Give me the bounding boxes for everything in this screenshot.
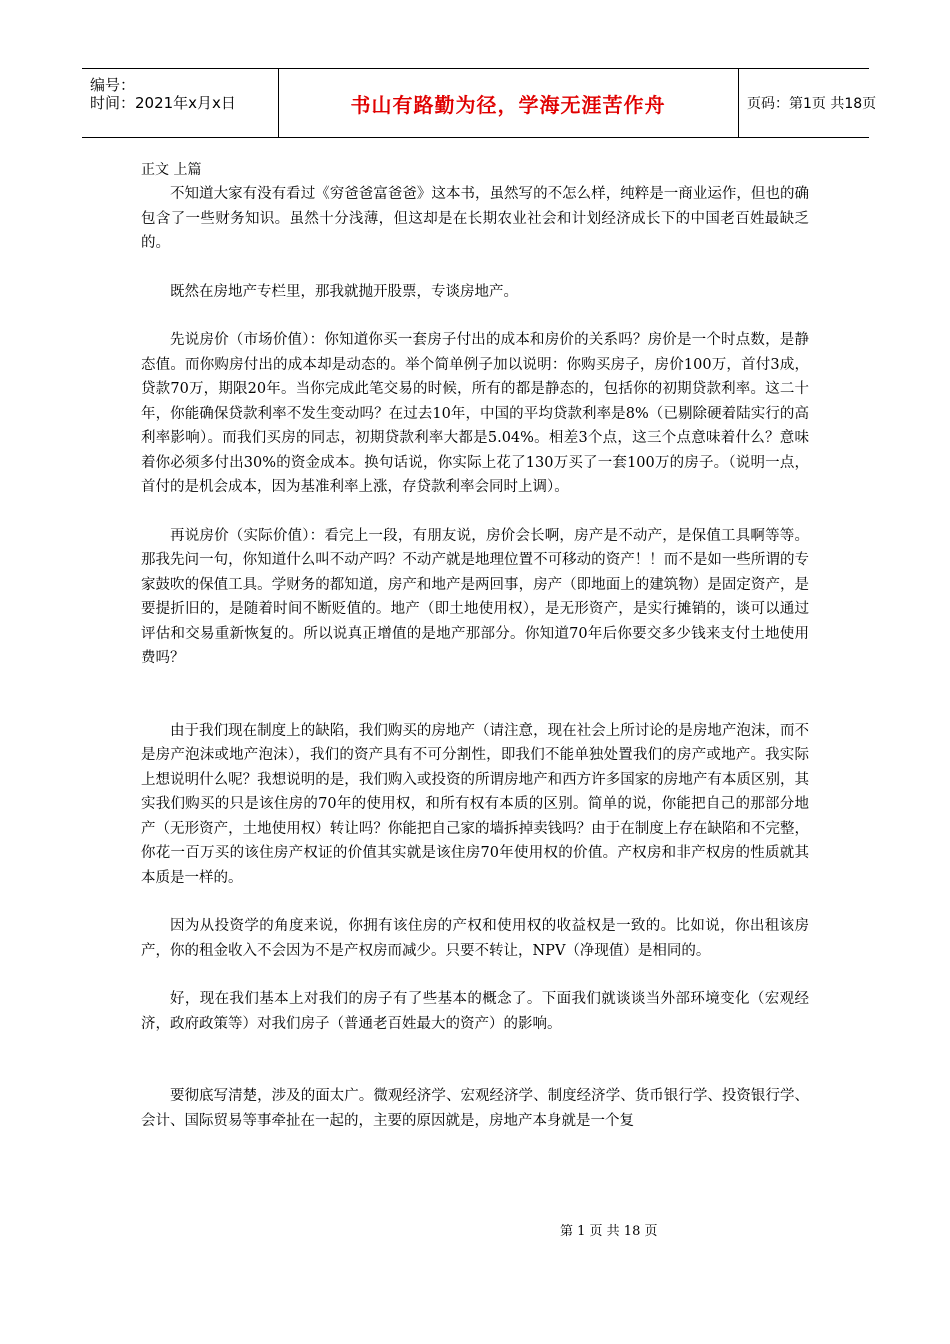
header-motto-cell bbox=[278, 69, 739, 137]
paragraph-market-value: 先说房价（市场价值）：你知道你买一套房子付出的成本和房价的关系吗？房价是一个时点数，是静态值。而你购房付出的成本却是动态的。举个简单例子加以说明：你购买房子，房价100万，首付3成，贷款70万，期限20年。当你完成此笔交易的时候，所有的都是静态的，包括你的初期贷款利率。这二十年，你能确保贷款利率不发生变动吗？在过去10年，中国的平均贷款利率是8%（已剔除硬着陆实行的高利率影响）。而我们买房的同志，初期贷款利率大都是5.04%。相差3个点，这三个点意味着什么？意味着你必须多付出30%的资金成本。换句话说，你实际上花了130万买了一套100万的房子。（说明一点，首付的是机会成本，因为基准利率上涨，存贷款利率会同时上调）。 bbox=[141, 332, 809, 495]
paragraph-topic: 既然在房地产专栏里，那我就抛开股票，专谈房地产。 bbox=[170, 283, 518, 300]
paragraph-actual-value: 再说房价（实际价值）：看完上一段，有朋友说，房价会长啊，房产是不动产，是保值工具啊等等。那我先问一句，你知道什么叫不动产吗？不动产就是地理位置不可移动的资产！！而不是如一些所谓的专家鼓吹的保值工具。学财务的都知道，房产和地产是两回事，房产（即地面上的建筑物）是固定资产，是要提折旧的，是随着时间不断贬值的。地产（即土地使用权），是无形资产，是实行摊销的，谈可以通过评估和交易重新恢复的。所以说真正增值的是地产那部分。你知道70年后你要交多少钱来支付土地使用费吗？ bbox=[141, 527, 809, 666]
header-motto: 书山有路勤为径，学海无涯苦作舟 bbox=[350, 92, 666, 117]
paragraph-system-defect: 由于我们现在制度上的缺陷，我们购买的房地产（请注意，现在社会上所讨论的是房地产泡沫，而不是房产泡沫或地产泡沫），我们的资产具有不可分割性，即我们不能单独处置我们的房产或地产。我实际上想说明什么呢？我想说明的是，我们购入或投资的所谓房地产和西方许多国家的房地产有本质区别，其实我们购买的只是该住房的70年的使用权，和所有权有本质的区别。简单的说，你能把自己的那部分地产（无形资产，土地使用权）转让吗？你能把自己家的墙拆掉卖钱吗？由于在制度上存在缺陷和不完整，你花一百万买的该住房产权证的价值其实就是该住房70年使用权的价值。产权房和非产权房的性质就其本质是一样的。 bbox=[141, 722, 809, 886]
paragraph-external-factors: 好，现在我们基本上对我们的房子有了些基本的概念了。下面我们就谈谈当外部环境变化（宏观经济，政府政策等）对我们房子（普通老百姓最大的资产）的影响。 bbox=[141, 991, 809, 1032]
page-footer: 第 1 页 共 18 页 bbox=[560, 1224, 658, 1239]
header-page-cell bbox=[739, 69, 877, 137]
document-number-label: 编号： bbox=[90, 76, 136, 94]
paragraph-intro: 不知道大家有没有看过《穷爸爸富爸爸》这本书，虽然写的不怎么样，纯粹是一商业运作，但也的确包含了一些财务知识。虽然十分浅薄，但这却是在长期农业社会和计划经济成长下的中国老百姓最缺乏的。 bbox=[141, 186, 809, 251]
paragraph-scope: 要彻底写清楚，涉及的面太广。微观经济学、宏观经济学、制度经济学、货币银行学、投资银行学、会计、国际贸易等事牵扯在一起的，主要的原因就是，房地产本身就是一个复 bbox=[141, 1088, 809, 1129]
header-page-info: 页码：第1页 共18页 bbox=[747, 96, 877, 112]
header-meta-cell bbox=[82, 69, 279, 137]
section-heading: 正文 上篇 bbox=[141, 162, 202, 178]
document-header bbox=[82, 68, 877, 138]
paragraph-investment: 因为从投资学的角度来说，你拥有该住房的产权和使用权的收益权是一致的。比如说，你出租该房产，你的租金收入不会因为不是产权房而减少。只要不转让，NPV（净现值）是相同的。 bbox=[141, 918, 809, 959]
document-date-label: 时间：2021年x月x日 bbox=[90, 94, 236, 112]
document-body bbox=[141, 158, 809, 1133]
